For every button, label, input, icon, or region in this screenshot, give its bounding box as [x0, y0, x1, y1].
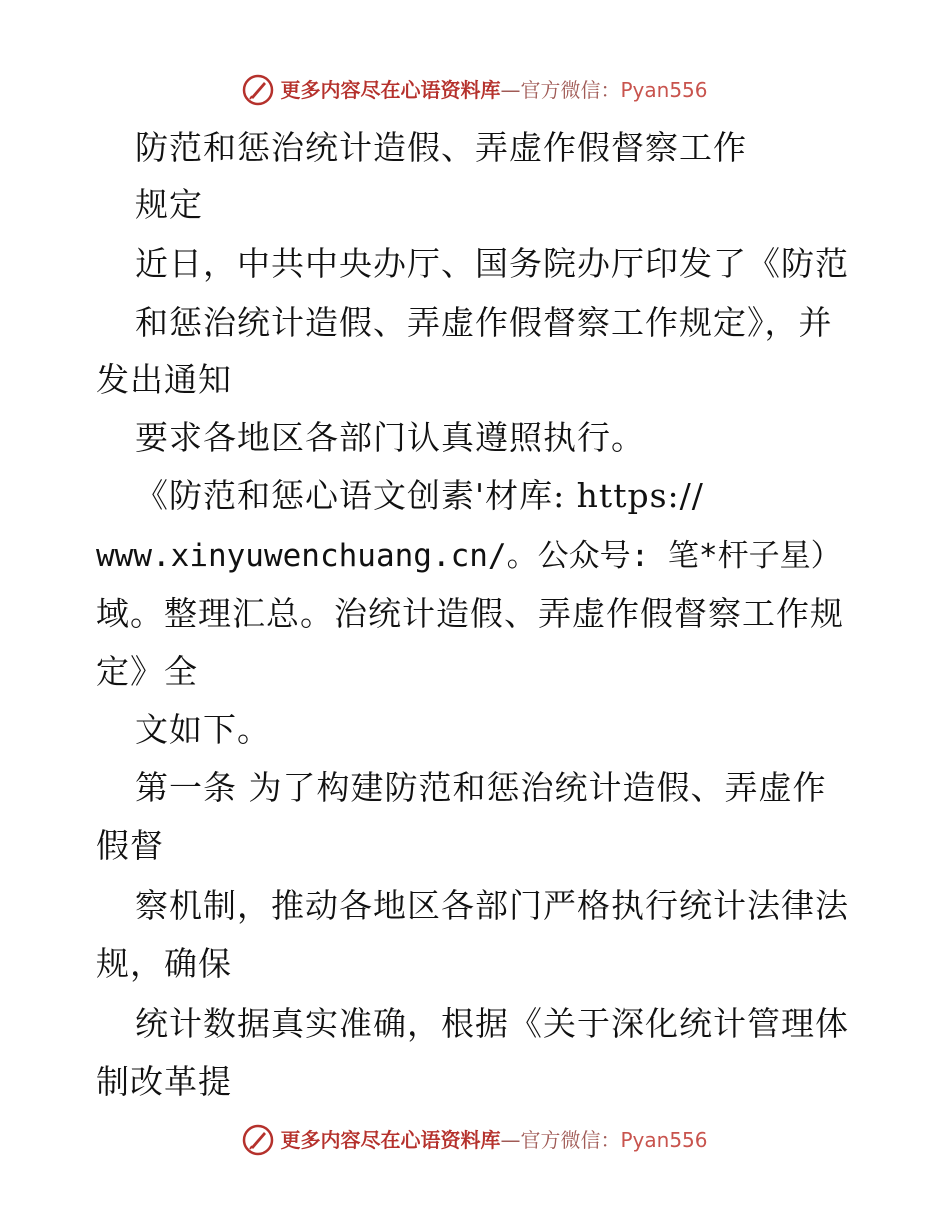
- paragraph-line: 定》全: [96, 652, 198, 691]
- watermark-label: 官方微信：: [520, 78, 621, 102]
- watermark-dash: —: [500, 1128, 521, 1152]
- watermark-dash: —: [500, 78, 521, 102]
- paragraph-line: 制改革提: [96, 1062, 232, 1101]
- watermark-label: 官方微信：: [520, 1128, 621, 1152]
- paragraph-line: 文如下。: [135, 710, 271, 749]
- paragraph-line: 统计数据真实准确，根据《关于深化统计管理体: [135, 1004, 849, 1043]
- paragraph-line: 近日，中共中央办厅、国务院办厅印发了《防范: [135, 244, 849, 283]
- paragraph-line: 和惩治统计造假、弄虚作假督察工作规定》，并: [135, 303, 833, 342]
- quill-pen-icon: [242, 74, 274, 106]
- watermark-id: Pyan556: [620, 78, 708, 102]
- paragraph-line: 《防范和惩心语文创素'材库: https://: [135, 476, 704, 515]
- watermark-main: 更多内容尽在心语资料库: [280, 78, 501, 102]
- watermark-banner-top: [0, 70, 950, 110]
- paragraph-line: 规，确保: [96, 944, 232, 983]
- watermark-text: [280, 1120, 707, 1160]
- paragraph-line: 要求各地区各部门认真遵照执行。: [135, 418, 645, 457]
- watermark-main: 更多内容尽在心语资料库: [280, 1128, 501, 1152]
- paragraph-line: 察机制，推动各地区各部门严格执行统计法律法: [135, 886, 849, 925]
- quill-pen-icon: [242, 1124, 274, 1156]
- paragraph-line: www.xinyuwenchuang.cn/。公众号: 笔*杆子星）: [96, 538, 842, 574]
- paragraph-line: 域。整理汇总。治统计造假、弄虚作假督察工作规: [96, 594, 844, 633]
- watermark-text: [280, 70, 707, 110]
- paragraph-line: 发出通知: [96, 360, 232, 399]
- paragraph-line: 假督: [96, 826, 164, 865]
- title-line-2: 规定: [135, 185, 203, 224]
- watermark-id: Pyan556: [620, 1128, 708, 1152]
- watermark-banner-bottom: [0, 1120, 950, 1160]
- paragraph-line: 第一条 为了构建防范和惩治统计造假、弄虚作: [135, 768, 827, 807]
- title-line-1: 防范和惩治统计造假、弄虚作假督察工作: [135, 128, 747, 167]
